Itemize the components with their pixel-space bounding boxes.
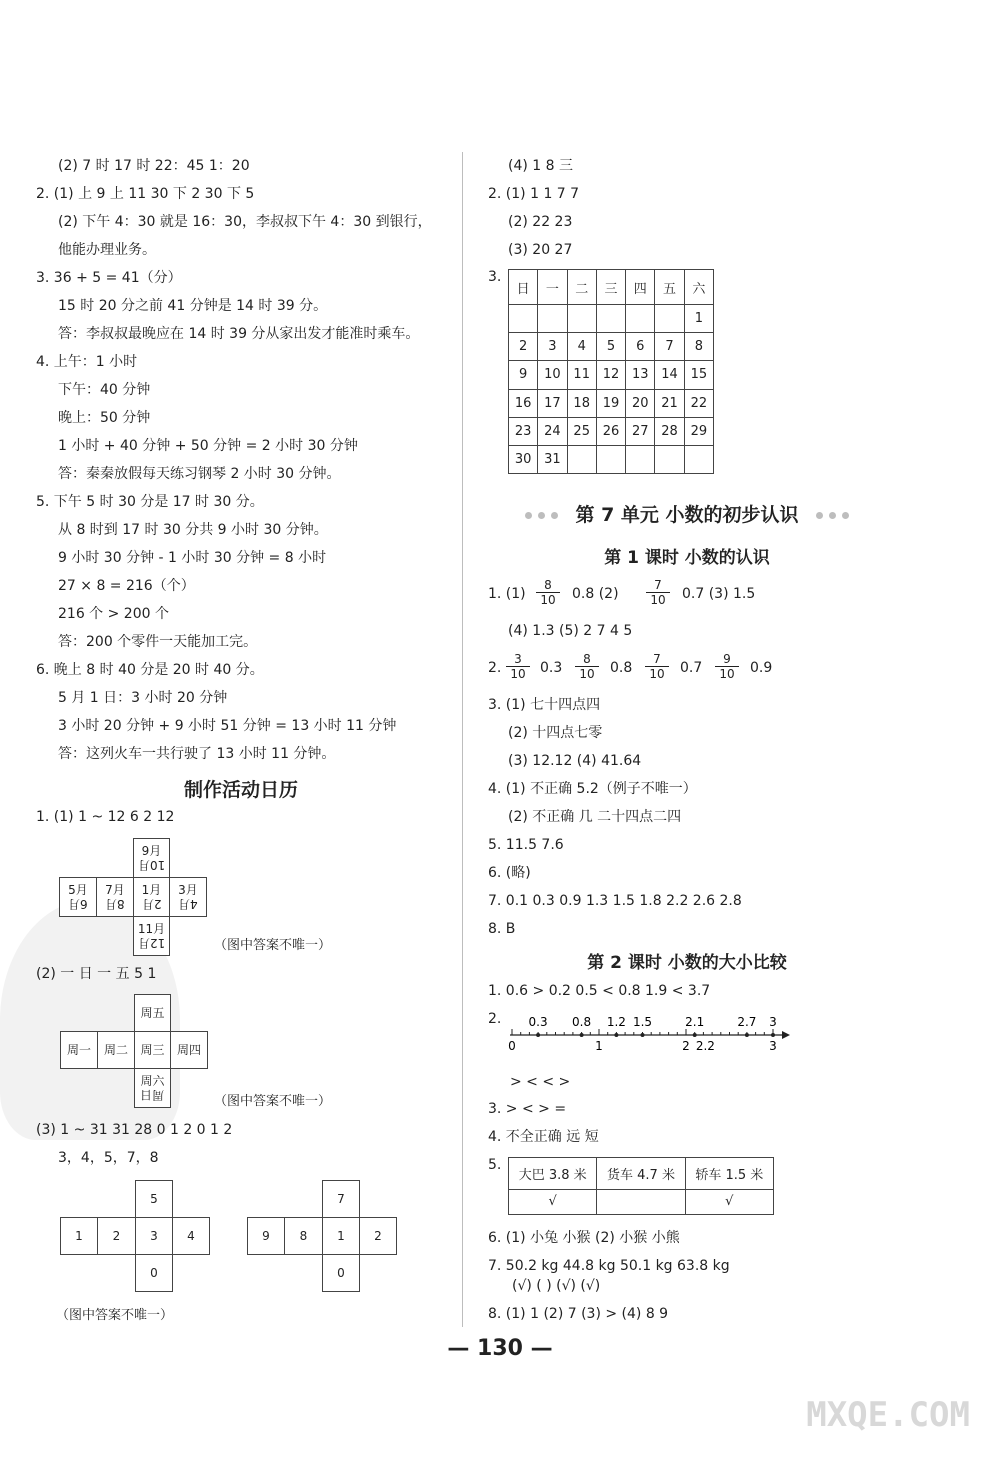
text-line: 2. (1) 上 9 上 11 30 下 2 30 下 5 <box>36 186 255 202</box>
calendar-cell: 25 <box>567 417 596 445</box>
calendar-cell: 6 <box>626 333 655 361</box>
calendar-cell: 13 <box>626 361 655 389</box>
lesson-heading: 第 2 课时 小数的大小比较 <box>587 953 787 973</box>
fraction: $\frac{7}{10}$ <box>646 578 670 607</box>
text-line: > < < > <box>510 1074 571 1090</box>
calendar-cell: 20 <box>626 389 655 417</box>
number-line-point <box>614 1033 618 1037</box>
net-face: 7月 8月 <box>96 877 134 917</box>
table-header: 大巴 3.8 米 <box>509 1158 597 1190</box>
text-line: (2) 不正确 几 二十四点二四 <box>508 809 682 825</box>
text-line: (2) 十四点七零 <box>508 725 603 741</box>
calendar-header-cell: 五 <box>655 270 684 305</box>
calendar-header-cell: 四 <box>626 270 655 305</box>
text-line: 1. 0.6 > 0.2 0.5 < 0.8 1.9 < 3.7 <box>488 983 711 999</box>
note: （图中答案不唯一） <box>214 1094 332 1109</box>
text-line: (4) 1.3 (5) 2 7 4 5 <box>508 623 633 639</box>
table-cell: √ <box>509 1189 597 1214</box>
net-face: 周四 <box>170 1031 208 1069</box>
calendar-cell: 17 <box>538 389 567 417</box>
table-header: 货车 4.7 米 <box>597 1158 685 1190</box>
note: （图中答案不唯一） <box>56 1308 174 1323</box>
net-face: 1月 2月 <box>133 877 170 917</box>
calendar-cell: 21 <box>655 389 684 417</box>
calendar-cell <box>538 305 567 333</box>
net-face: 7 <box>322 1180 360 1218</box>
number-line-label: 1.2 <box>606 1015 626 1029</box>
calendar-header-cell: 六 <box>684 270 713 305</box>
calendar-cell: 19 <box>596 389 625 417</box>
column-divider <box>462 152 463 1327</box>
net-face: 周二 <box>97 1031 135 1069</box>
calendar-cell: 12 <box>596 361 625 389</box>
calendar-cell: 4 <box>567 333 596 361</box>
text-line: 3 小时 20 分钟 + 9 小时 51 分钟 = 13 小时 11 分钟 <box>58 718 397 734</box>
calendar-cell: 29 <box>684 417 713 445</box>
calendar-cell: 1 <box>684 305 713 333</box>
calendar-cell: 3 <box>538 333 567 361</box>
net-face: 周六 周日 <box>134 1068 171 1108</box>
calendar-cell <box>655 445 684 473</box>
fraction: $\frac{9}{10}$ <box>715 652 739 681</box>
text-line: 3. 36 + 5 = 41（分） <box>36 270 182 286</box>
text-line: (2) 下午 4：30 就是 16：30，李叔叔下午 4：30 到银行， <box>58 214 432 230</box>
text-line: 9 小时 30 分钟 - 1 小时 30 分钟 = 8 小时 <box>58 550 327 566</box>
number-line-point <box>536 1033 540 1037</box>
text-line: 2. <box>488 660 502 676</box>
text-line: 4. 不全正确 远 短 <box>488 1129 599 1145</box>
answer-line: 答：李叔叔最晚应在 14 时 39 分从家出发才能准时乘车。 <box>58 326 420 342</box>
net-face: 3月 4月 <box>169 877 207 917</box>
text-line: 0.8 <box>610 660 633 676</box>
text-line: 3. <box>488 269 502 285</box>
number-line-label: 0.8 <box>572 1015 592 1029</box>
calendar-cell <box>626 305 655 333</box>
text-line: 3. (1) 七十四点四 <box>488 697 601 713</box>
calendar-cell: 5 <box>596 333 625 361</box>
net-face: 11月 12月 <box>133 916 170 956</box>
calendar-cell: 10 <box>538 361 567 389</box>
text-line: 0.7 (3) 1.5 <box>682 586 756 602</box>
number-line-point <box>580 1033 584 1037</box>
calendar-cell: 31 <box>538 445 567 473</box>
calendar-cell: 9 <box>509 361 538 389</box>
net-face: 9 <box>247 1217 285 1255</box>
number-line-label: 2.7 <box>737 1015 757 1029</box>
net-face: 1 <box>322 1217 360 1255</box>
calendar-cell <box>684 445 713 473</box>
text-line: 1. (1) <box>488 586 526 602</box>
calendar-cell <box>509 305 538 333</box>
note: （图中答案不唯一） <box>214 938 332 953</box>
text-line: 5 月 1 日：3 小时 20 分钟 <box>58 690 228 706</box>
number-line-label: 2 <box>682 1039 690 1053</box>
text-line: 3，4，5，7，8 <box>58 1150 159 1166</box>
net-face: 9月 10月 <box>133 838 170 878</box>
text-line: (3) 1 ~ 31 31 28 0 1 2 0 1 2 <box>36 1122 233 1138</box>
text-line: 6. (略) <box>488 865 531 881</box>
page-number: — 130 — <box>447 1336 553 1361</box>
text-line: 1. (1) 1 ~ 12 6 2 12 <box>36 809 175 825</box>
text-line: 下午：40 分钟 <box>58 382 151 398</box>
text-line: 6. 晚上 8 时 40 分是 20 时 40 分。 <box>36 662 264 678</box>
calendar-header-cell: 日 <box>509 270 538 305</box>
calendar-cell: 7 <box>655 333 684 361</box>
net-face: 2 <box>359 1217 397 1255</box>
text-line: 5. 11.5 7.6 <box>488 837 564 853</box>
table-cell <box>597 1189 685 1214</box>
text-line: 27 × 8 = 216（个） <box>58 578 195 594</box>
watermark: MXQE.COM <box>806 1395 970 1435</box>
text-line: 他能办理业务。 <box>58 242 156 258</box>
text-line: 7. 50.2 kg 44.8 kg 50.1 kg 63.8 kg <box>488 1258 730 1274</box>
number-line-point <box>641 1033 645 1037</box>
number-line-label: 1 <box>595 1039 603 1053</box>
net-face: 2 <box>97 1217 136 1255</box>
text-line: 7. 0.1 0.3 0.9 1.3 1.5 1.8 2.2 2.6 2.8 <box>488 893 742 909</box>
text-line: 从 8 时到 17 时 30 分共 9 小时 30 分钟。 <box>58 522 328 538</box>
calendar-cell <box>596 305 625 333</box>
text-line: 15 时 20 分之前 41 分钟是 14 时 39 分。 <box>58 298 328 314</box>
calendar-cell: 8 <box>684 333 713 361</box>
text-line: 6. (1) 小兔 小猴 (2) 小猴 小熊 <box>488 1230 680 1246</box>
calendar-header-cell: 一 <box>538 270 567 305</box>
net-face: 4 <box>172 1217 210 1255</box>
net-face: 周三 <box>134 1031 171 1069</box>
calendar-cell <box>596 445 625 473</box>
calendar-cell: 30 <box>509 445 538 473</box>
table-cell: √ <box>685 1189 773 1214</box>
text-line: 晚上：50 分钟 <box>58 410 151 426</box>
calendar-cell: 14 <box>655 361 684 389</box>
calendar-cell: 11 <box>567 361 596 389</box>
calendar-cell: 2 <box>509 333 538 361</box>
text-line: (2) 一 日 一 五 5 1 <box>36 966 157 982</box>
text-line: (2) 7 时 17 时 22：45 1：20 <box>58 158 250 174</box>
net-face: 1 <box>60 1217 98 1255</box>
number-line-point <box>771 1033 775 1037</box>
number-line-label: 0 <box>508 1039 516 1053</box>
net-face: 周五 <box>134 994 171 1032</box>
net-face: 5月 6月 <box>59 877 97 917</box>
calendar-cell: 16 <box>509 389 538 417</box>
number-line-label: 1.5 <box>632 1015 653 1029</box>
text-line: (4) 1 8 三 <box>508 158 573 174</box>
fraction: $\frac{8}{10}$ <box>575 652 599 681</box>
calendar-header-cell: 三 <box>596 270 625 305</box>
text-line: 2. <box>488 1011 502 1027</box>
fraction: $\frac{3}{10}$ <box>506 652 530 681</box>
calendar-cell: 18 <box>567 389 596 417</box>
net-face: 3 <box>135 1217 173 1255</box>
fraction: $\frac{7}{10}$ <box>645 652 669 681</box>
table-header: 轿车 1.5 米 <box>685 1158 773 1190</box>
section-heading: 制作活动日历 <box>183 779 298 801</box>
calendar-cell: 28 <box>655 417 684 445</box>
calendar-cell <box>567 445 596 473</box>
calendar-cell: 24 <box>538 417 567 445</box>
net-face: 5 <box>135 1180 173 1218</box>
text-line: (2) 22 23 <box>508 214 573 230</box>
calendar-cell: 22 <box>684 389 713 417</box>
number-line-label: 0.3 <box>528 1015 548 1029</box>
calendar-cell: 15 <box>684 361 713 389</box>
text-line: (3) 12.12 (4) 41.64 <box>508 753 642 769</box>
number-line-label: 2.2 <box>695 1039 715 1053</box>
unit-heading: 第 7 单元 小数的初步认识 <box>472 500 902 527</box>
calendar-cell: 23 <box>509 417 538 445</box>
fraction: $\frac{8}{10}$ <box>536 578 560 607</box>
lesson-heading: 第 1 课时 小数的认识 <box>604 548 770 568</box>
text-line: 0.3 <box>540 660 563 676</box>
text-line: 5. <box>488 1157 502 1173</box>
number-line-label: 2.1 <box>685 1015 705 1029</box>
text-line: 3. > < > = <box>488 1101 567 1117</box>
net-face: 周一 <box>60 1031 98 1069</box>
calendar-cell <box>626 445 655 473</box>
text-line: 5. 下午 5 时 30 分是 17 时 30 分。 <box>36 494 264 510</box>
vehicle-table <box>508 1157 774 1215</box>
answer-line: 答：这列火车一共行驶了 13 小时 11 分钟。 <box>58 746 336 762</box>
text-line: 8. (1) 1 (2) 7 (3) > (4) 8 9 <box>488 1306 669 1322</box>
calendar-cell <box>567 305 596 333</box>
calendar-cell: 26 <box>596 417 625 445</box>
text-line: 0.8 (2) <box>572 586 619 602</box>
text-line: 0.7 <box>680 660 703 676</box>
calendar-header-cell: 二 <box>567 270 596 305</box>
text-line: 216 个 > 200 个 <box>58 606 169 622</box>
text-line: 1 小时 + 40 分钟 + 50 分钟 = 2 小时 30 分钟 <box>58 438 358 454</box>
text-line: 2. (1) 1 1 7 7 <box>488 186 580 202</box>
text-line: 0.9 <box>750 660 773 676</box>
answer-line: 答：200 个零件一天能加工完。 <box>58 634 258 650</box>
text-line: (√) ( ) (√) (√) <box>512 1278 601 1294</box>
text-line: 4. 上午：1 小时 <box>36 354 138 370</box>
net-face: 0 <box>322 1254 360 1292</box>
text-line: 4. (1) 不正确 5.2（例子不唯一） <box>488 781 697 797</box>
number-line-label: 3 <box>769 1015 777 1029</box>
calendar-cell <box>655 305 684 333</box>
number-line-point <box>693 1033 697 1037</box>
answer-line: 答：秦秦放假每天练习钢琴 2 小时 30 分钟。 <box>58 466 341 482</box>
calendar-cell: 27 <box>626 417 655 445</box>
number-line <box>500 1010 800 1070</box>
number-line-label: 3 <box>769 1039 777 1053</box>
text-line: (3) 20 27 <box>508 242 573 258</box>
calendar-table <box>508 269 714 474</box>
net-face: 0 <box>135 1254 173 1292</box>
number-line-point <box>745 1033 749 1037</box>
text-line: 8. B <box>488 921 516 937</box>
net-face: 8 <box>284 1217 323 1255</box>
